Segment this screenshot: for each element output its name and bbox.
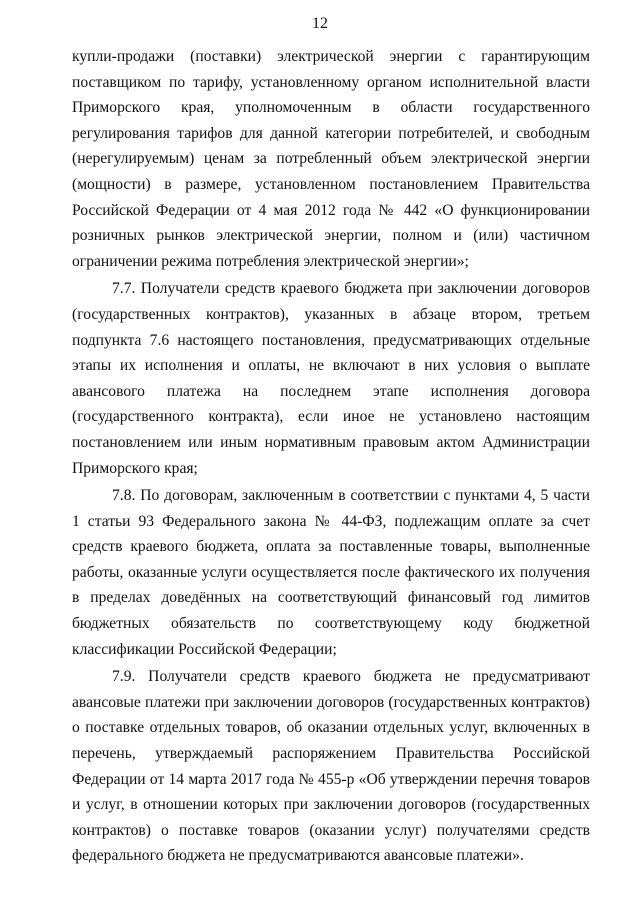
- paragraph-7-9: 7.9. Получатели средств краевого бюджета не предусматривают авансовые платежи при заключении договоров (государственных контрактов) о поставке отдельных товаров, об оказании отдельных услуг, включенных в перечень, утверждаемый распоряжением Правительства Российской Федерации от 14 марта 2017 года № 455-р «Об утверждении перечня товаров и услуг, в отношении которых при заключении договоров (государственных контрактов) о поставке товаров (оказании услуг) получателями средств федерального бюджета не предусматриваются авансовые платежи».: [72, 668, 590, 865]
- paragraph-7-7: 7.7. Получатели средств краевого бюджета при заключении договоров (государственных контрактов), указанных в абзаце втором, третьем подпункта 7.6 настоящего постановления, предусматривающих отдельные этапы их исполнения и оплаты, не включают в них условия о выплате авансового платежа на последнем этапе исполнения договора (государственного контракта), если иное не установлено настоящим постановлением или иным нормативным правовым актом Администрации Приморского края;: [72, 280, 590, 477]
- document-body: [72, 44, 590, 871]
- paragraph-7-8: 7.8. По договорам, заключенным в соответствии с пунктами 4, 5 части 1 статьи 93 Федерального закона № 44-ФЗ, подлежащим оплате за счет средств краевого бюджета, оплата за поставленные товары, выполненные работы, оказанные услуги осуществляется после фактического их получения в пределах доведённых на соответствующий финансовый год лимитов бюджетных обязательств по соответствующему коду бюджетной классификации Российской Федерации;: [72, 487, 590, 658]
- paragraph-continuation: купли-продажи (поставки) электрической энергии с гарантирующим поставщиком по тарифу, установленному органом исполнительной власти Приморского края, уполномоченным в области государственного регулирования тарифов для данной категории потребителей, и свободным (нерегулируемым) ценам за потребленный объем электрической энергии (мощности) в размере, установленном постановлением Правительства Российской Федерации от 4 мая 2012 года № 442 «О функционировании розничных рынков электрической энергии, полном и (или) частичном ограничении режима потребления электрической энергии»;: [72, 48, 590, 270]
- page-number: 12: [312, 15, 328, 32]
